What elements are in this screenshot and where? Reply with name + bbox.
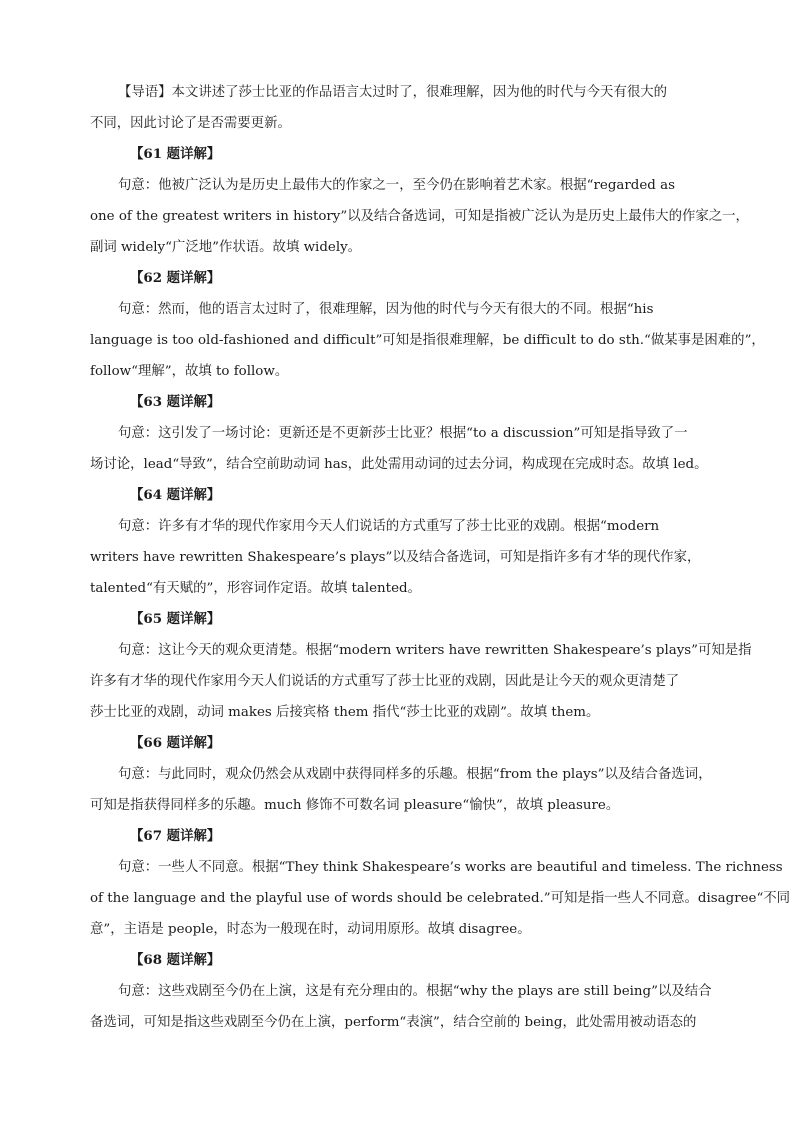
section-line: talented“有天赋的”，形容词作定语。故填 talented。 (90, 581, 421, 596)
section-line: 句意：他被广泛认为是历史上最伟大的作家之一，至今仍在影响着艺术家。根据“regarded as (118, 178, 675, 193)
section-body-68 (90, 976, 710, 1038)
section-body-63 (90, 418, 710, 480)
section-line: 句意：这引发了一场讨论：更新还是不更新莎士比亚？根据“to a discussion”可知是指导致了一 (118, 426, 688, 441)
section-body-61 (90, 170, 749, 263)
section-line: 句意：这让今天的观众更清楚。根据“modern writers have rewritten Shakespeare’s plays”可知是指 (118, 643, 752, 658)
document-body (90, 77, 791, 1038)
section-line: 场讨论，lead“导致”，结合空前助动词 has，此处需用动词的过去分词，构成现在完成时态。故填 led。 (90, 457, 708, 472)
section-heading-66: 【66 题详解】 (130, 735, 221, 751)
section-body-62 (90, 294, 765, 387)
section-body-64 (90, 511, 710, 604)
section-heading-61: 【61 题详解】 (130, 146, 221, 162)
section-heading-65: 【65 题详解】 (130, 611, 221, 627)
section-heading-64: 【64 题详解】 (130, 487, 221, 503)
intro-line: 不同，因此讨论了是否需要更新。 (90, 116, 291, 131)
section-body-67 (90, 852, 791, 945)
section-line: 句意：然而，他的语言太过时了，很难理解，因为他的时代与今天有很大的不同。根据“his (118, 302, 654, 317)
section-line: 备选词，可知是指这些戏剧至今仍在上演，perform“表演”，结合空前的 being，此处需用被动语态的 (90, 1015, 697, 1030)
section-line: 许多有才华的现代作家用今天人们说话的方式重写了莎士比亚的戏剧，因此是让今天的观众更清楚了 (90, 674, 680, 689)
section-line: 可知是指获得同样多的乐趣。much 修饰不可数名词 pleasure“愉快”，故填 pleasure。 (90, 798, 620, 813)
intro-line: 【导语】本文讲述了莎士比亚的作品语言太过时了，很难理解，因为他的时代与今天有很大的 (118, 85, 668, 100)
section-line: 句意：一些人不同意。根据“They think Shakespeare’s works are beautiful and timeless. The richness (118, 860, 783, 875)
section-heading-68: 【68 题详解】 (130, 952, 221, 968)
section-line: 意”，主语是 people，时态为一般现在时，动词用原形。故填 disagree。 (90, 922, 531, 937)
section-line: 莎士比亚的戏剧，动词 makes 后接宾格 them 指代“莎士比亚的戏剧”。故填 them。 (90, 705, 600, 720)
section-line: 句意：这些戏剧至今仍在上演，这是有充分理由的。根据“why the plays are still being”以及结合 (118, 984, 712, 999)
section-line: follow“理解”，故填 to follow。 (90, 364, 289, 379)
section-line: language is too old-fashioned and difficult”可知是指很难理解，be difficult to do sth.“做某事是困难的”， (90, 333, 765, 348)
section-line: 副词 widely“广泛地”作状语。故填 widely。 (90, 240, 362, 255)
section-heading-63: 【63 题详解】 (130, 394, 221, 410)
intro-paragraph (90, 77, 710, 139)
section-line: writers have rewritten Shakespeare’s plays”以及结合备选词，可知是指许多有才华的现代作家， (90, 550, 701, 565)
section-line: 句意：与此同时，观众仍然会从戏剧中获得同样多的乐趣。根据“from the plays”以及结合备选词， (118, 767, 712, 782)
section-heading-62: 【62 题详解】 (130, 270, 221, 286)
section-body-65 (90, 635, 752, 728)
section-line: of the language and the playful use of words should be celebrated.”可知是指一些人不同意。disagree“不同 (90, 891, 791, 906)
section-line: 句意：许多有才华的现代作家用今天人们说话的方式重写了莎士比亚的戏剧。根据“modern (118, 519, 660, 534)
section-body-66 (90, 759, 710, 821)
section-heading-67: 【67 题详解】 (130, 828, 221, 844)
section-line: one of the greatest writers in history”以及结合备选词，可知是指被广泛认为是历史上最伟大的作家之一， (90, 209, 749, 224)
